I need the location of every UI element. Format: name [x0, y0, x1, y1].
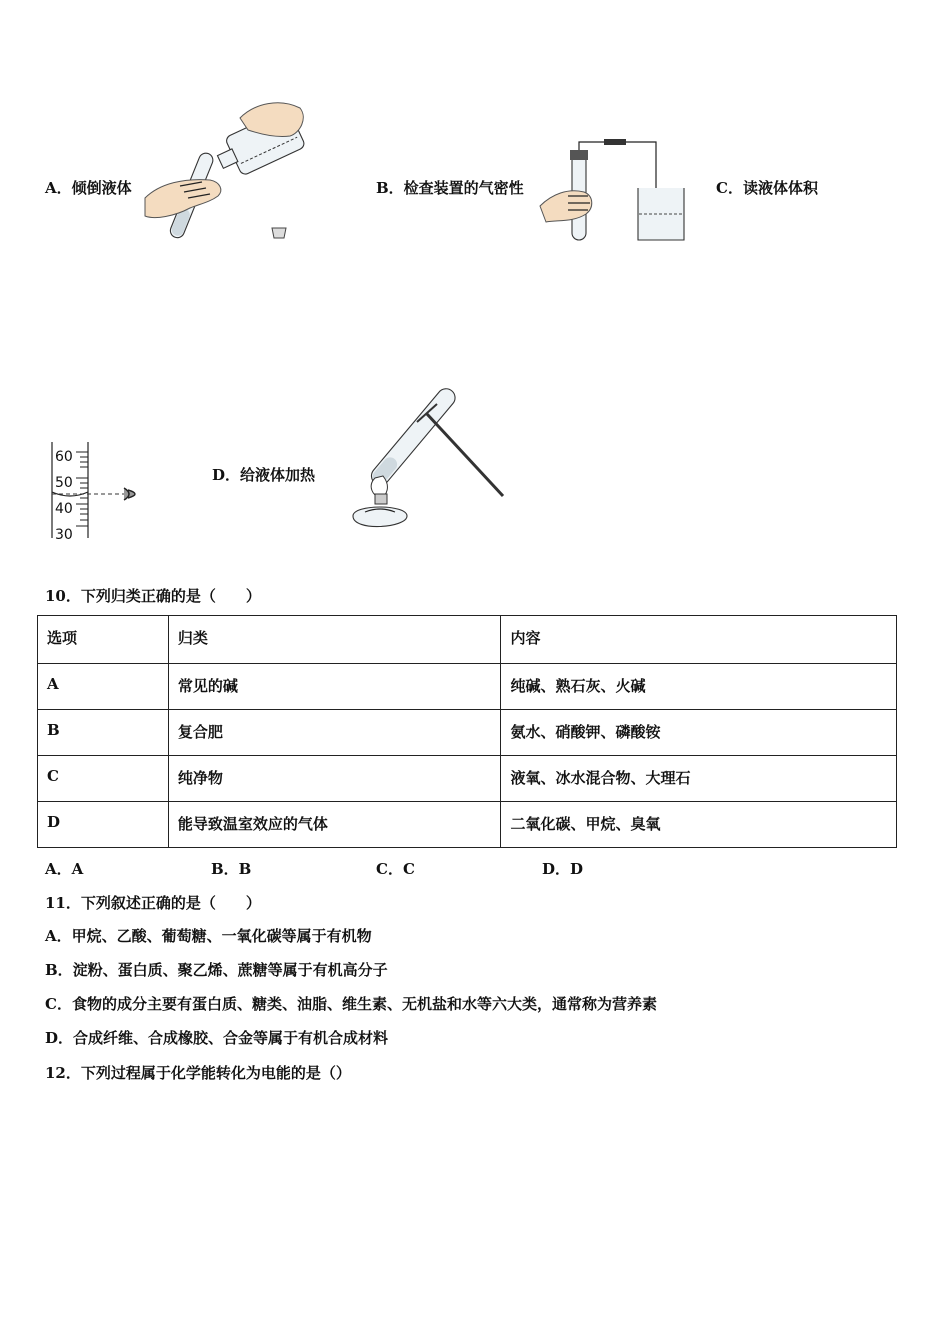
- q11-option-a: A．甲烷、乙酸、葡萄糖、一氧化碳等属于有机物: [45, 927, 372, 945]
- table-header-cell: 归类: [168, 616, 501, 664]
- table-cell: 纯净物: [168, 756, 501, 802]
- table-cell: B: [38, 710, 169, 756]
- table-header-row: [38, 616, 897, 664]
- table-cell: 二氧化碳、甲烷、臭氧: [501, 802, 897, 848]
- scale-label: 30: [55, 527, 73, 543]
- cylinder-scale-labels: [55, 444, 73, 548]
- option-b-label: B．检查装置的气密性: [376, 179, 524, 197]
- q10-answer-c: C．C: [376, 860, 415, 878]
- classification-table: [37, 615, 897, 848]
- table-header-cell: 选项: [38, 616, 169, 664]
- eye-icon: [124, 488, 135, 500]
- table-row: [38, 756, 897, 802]
- pouring-liquid-illustration: [140, 98, 310, 248]
- q11-option-b: B．淀粉、蛋白质、聚乙烯、蔗糖等属于有机高分子: [45, 961, 388, 979]
- question-11-stem: 11．下列叙述正确的是（ ）: [45, 894, 261, 912]
- table-row: [38, 710, 897, 756]
- q10-answer-a: A．A: [45, 860, 84, 878]
- table-cell: A: [38, 664, 169, 710]
- q10-answer-b: B．B: [211, 860, 252, 878]
- table-cell: 液氧、冰水混合物、大理石: [501, 756, 897, 802]
- scale-label: 60: [55, 449, 73, 465]
- table-header-cell: 内容: [501, 616, 897, 664]
- airtightness-check-illustration: [538, 136, 698, 248]
- table-cell: 常见的碱: [168, 664, 501, 710]
- table-row: [38, 802, 897, 848]
- scale-label: 40: [55, 501, 73, 517]
- table-row: [38, 664, 897, 710]
- option-d-label: D．给液体加热: [212, 466, 316, 484]
- option-c-label: C．读液体体积: [716, 179, 818, 197]
- table-cell: C: [38, 756, 169, 802]
- table-cell: 复合肥: [168, 710, 501, 756]
- q10-answer-d: D．D: [542, 860, 584, 878]
- q11-option-d: D．合成纤维、合成橡胶、合金等属于有机合成材料: [45, 1029, 389, 1047]
- heating-liquid-illustration: [345, 396, 510, 536]
- table-cell: 氨水、硝酸钾、磷酸铵: [501, 710, 897, 756]
- q11-option-c: C．食物的成分主要有蛋白质、糖类、油脂、维生素、无机盐和水等六大类，通常称为营养素: [45, 995, 657, 1013]
- question-10-stem: 10．下列归类正确的是（ ）: [45, 587, 261, 605]
- table-cell: 能导致温室效应的气体: [168, 802, 501, 848]
- table-cell: 纯碱、熟石灰、火碱: [501, 664, 897, 710]
- scale-label: 50: [55, 475, 73, 491]
- table-cell: D: [38, 802, 169, 848]
- question-12-stem: 12．下列过程属于化学能转化为电能的是（）: [45, 1064, 351, 1082]
- option-a-label: A．倾倒液体: [45, 179, 132, 197]
